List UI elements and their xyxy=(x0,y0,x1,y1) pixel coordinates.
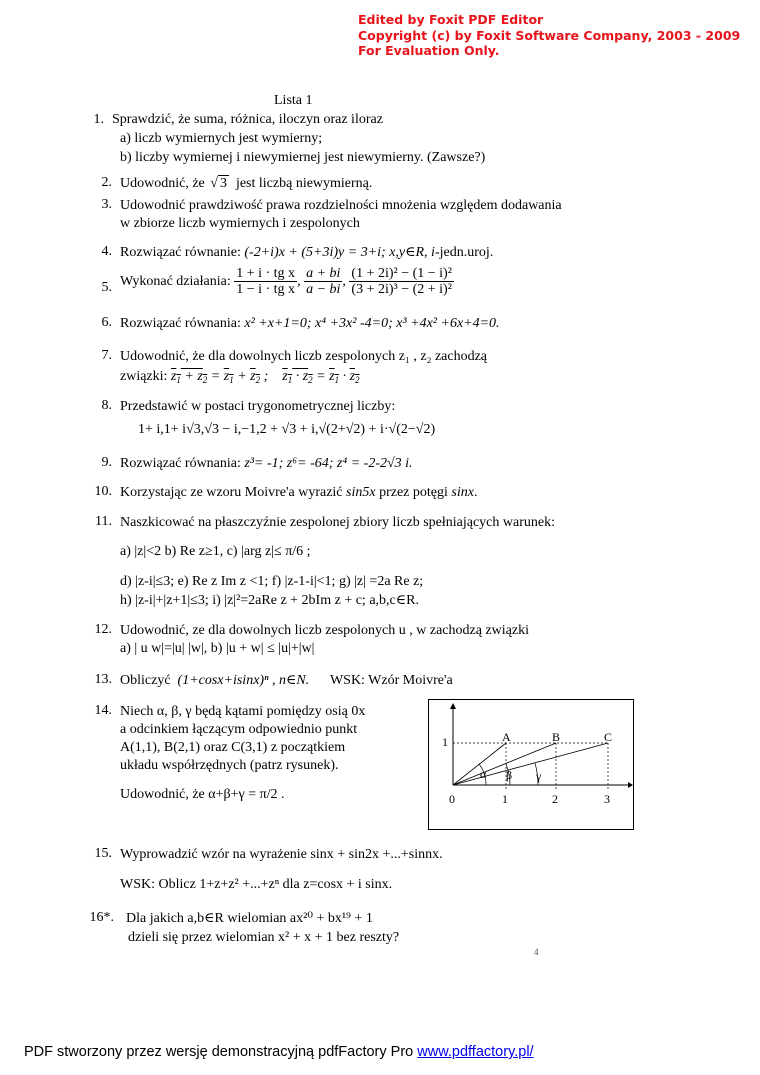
problem-1-number: 1. xyxy=(93,112,104,127)
problem-8-line-2: 1+ i,1+ i√3,√3 − i,−1,2 + √3 + i,√(2+√2) + i·√(2−√2) xyxy=(138,422,436,437)
y-axis-arrow xyxy=(450,703,456,709)
coordinate-figure xyxy=(428,699,634,830)
footer-link[interactable]: www.pdffactory.pl/ xyxy=(417,1044,534,1060)
problem-14-line-4: układu współrzędnych (patrz rysunek). xyxy=(120,758,339,773)
problem-12-line-1: Udowodnić, ze dla dowolnych liczb zespolonych u , w zachodzą związki xyxy=(120,623,529,638)
problem-11-row-2: d) |z-i|≤3; e) Re z Im z <1; f) |z-1-i|<1; g) |z| =2a Re z; xyxy=(120,574,424,589)
problem-13-number: 13. xyxy=(94,672,112,687)
problem-9-text: Rozwiązać równania: z³= -1; z⁶= -64; z⁴ = -2-2√3 i. xyxy=(120,456,413,471)
problem-9-number: 9. xyxy=(101,455,112,470)
problem-11-row-1: a) |z|<2 b) Re z≥1, c) |arg z|≤ π/6 ; xyxy=(120,544,311,559)
problem-3-line-2: w zbiorze liczb wymiernych i zespolonych xyxy=(120,216,360,231)
problem-10-number: 10. xyxy=(94,484,112,499)
problem-11-line-1: Naszkicować na płaszczyźnie zespolonej zbiory liczb spełniających warunek: xyxy=(120,515,555,530)
footer xyxy=(24,1044,534,1060)
problem-7-line-1: Udowodnić, że dla dowolnych liczb zespolonych z₁ , z₂ zachodzą xyxy=(120,349,488,364)
problem-15-line-1: Wyprowadzić wzór na wyrażenie sinx + sin2x +...+sinnx. xyxy=(120,847,443,862)
problem-11-row-3: h) |z-i|+|z+1|≤3; i) |z|²=2aRe z + 2bIm z + c; a,b,c∈R. xyxy=(120,593,419,608)
problem-1b: b) liczby wymiernej i niewymiernej jest niewymierny. (Zawsze?) xyxy=(120,150,486,165)
fraction-2: $\frac{a + bi}{a - bi}$ xyxy=(306,266,341,297)
problem-15-number: 15. xyxy=(94,846,112,861)
figure-frame xyxy=(429,700,634,830)
problem-14-line-1: Niech α, β, γ będą kątami pomiędzy osią 0x xyxy=(120,704,366,719)
problem-2-text: Udowodnić, że √ 3 jest liczbą niewymierną. xyxy=(120,176,373,191)
problem-6-text: Rozwiązać równania: x² +x+1=0; x⁴ +3x² -4=0; x³ +4x² +6x+4=0. xyxy=(120,316,500,331)
problem-1a: a) liczb wymiernych jest wymierny; xyxy=(120,131,323,146)
problem-16-number: 16*. xyxy=(89,910,114,925)
y-tick-label: 1 xyxy=(442,735,448,749)
ray-c xyxy=(453,743,608,785)
problem-4-text: Rozwiązać równanie: (-2+i)x + (5+3i)y = 3+i; x,y∈R, i-jedn.uroj. xyxy=(120,245,494,260)
point-c-label: C xyxy=(604,730,613,744)
x-tick-3: 3 xyxy=(604,792,610,806)
page-mark: 4 xyxy=(534,947,539,957)
footer-text: PDF stworzony przez wersję demonstracyjną pdfFactory Pro xyxy=(24,1044,414,1060)
watermark-line-1: Edited by Foxit PDF Editor xyxy=(358,12,544,27)
point-a-label: A xyxy=(502,730,511,744)
problem-15-line-2: WSK: Oblicz 1+z+z² +...+zⁿ dla z=cosx + i sinx. xyxy=(120,877,393,892)
problem-2-number: 2. xyxy=(101,175,112,190)
problem-3-number: 3. xyxy=(101,197,112,212)
angle-beta-label: β xyxy=(506,768,513,782)
problem-12-number: 12. xyxy=(94,622,112,637)
x-tick-2: 2 xyxy=(552,792,558,806)
problem-10-text: Korzystając ze wzoru Moivre'a wyrazić sin5x przez potęgi sinx. xyxy=(120,485,478,500)
sqrt-symbol: √ 3 xyxy=(210,176,227,191)
problem-16-line-1: Dla jakich a,b∈R wielomian ax²⁰ + bx¹⁹ + 1 xyxy=(126,911,373,926)
angle-gamma-label: γ xyxy=(536,769,542,783)
problem-11-number: 11. xyxy=(95,514,112,529)
problem-1-text: Sprawdzić, że suma, różnica, iloczyn oraz iloraz xyxy=(112,112,383,127)
problem-7-number: 7. xyxy=(101,348,112,363)
watermark xyxy=(358,12,740,59)
problem-14-line-2: a odcinkiem łączącym odpowiednio punkt xyxy=(120,722,358,737)
problem-13-text: Obliczyć (1+cosx+isinx)ⁿ , n∈N. WSK: Wzór Moivre'a xyxy=(120,673,453,688)
conjugate-identities: $z_1 + z_2 = z_1 + z_2$ ; $z_1 \cdot z_2 = z_1 \cdot z_2$ xyxy=(170,369,360,385)
angle-alpha-label: α xyxy=(480,767,487,781)
problem-8-line-1: Przedstawić w postaci trygonometrycznej liczby: xyxy=(120,399,396,414)
x-tick-1: 1 xyxy=(502,792,508,806)
fraction-1: $\frac{\text{1 + i · tg x}}{\text{1 − i · tg x}}$ xyxy=(236,266,296,297)
point-b-label: B xyxy=(552,730,561,744)
problem-14-line-3: A(1,1), B(2,1) oraz C(3,1) z początkiem xyxy=(120,740,346,755)
problem-5-text: Wykonać działania: $\frac{\text{1 + i · tg x}}{\text{1 − i · tg x}}$ , $\frac{a + bi}{a - bi}$ , $\frac{\text{(1 + 2i)² − (1 − i)²}}{\text{(3 + 2i)³ − (2 + i)²}}$ xyxy=(120,266,452,297)
problem-8-number: 8. xyxy=(101,398,112,413)
page-title: Lista 1 xyxy=(274,93,313,108)
problem-14-number: 14. xyxy=(94,703,112,718)
problem-12-line-2: a) | u w|=|u| |w|, b) |u + w| ≤ |u|+|w| xyxy=(120,641,315,656)
problem-16-line-2: dzieli się przez wielomian x² + x + 1 bez reszty? xyxy=(128,930,400,945)
problem-6-number: 6. xyxy=(101,315,112,330)
fraction-3: $\frac{\text{(1 + 2i)² − (1 − i)²}}{\text{(3 + 2i)³ − (2 + i)²}}$ xyxy=(351,266,452,297)
problem-7-line-2: związki: $z_1 + z_2 = z_1 + z_2$ ; $z_1 \cdot z_2 = z_1 \cdot z_2$ xyxy=(120,369,360,385)
watermark-line-2: Copyright (c) by Foxit Software Company, 2003 - 2009 xyxy=(358,27,741,43)
x-axis-arrow xyxy=(628,782,633,788)
x-tick-0: 0 xyxy=(449,792,455,806)
watermark-line-3: For Evaluation Only. xyxy=(358,43,500,58)
problem-3-line-1: Udowodnić prawdziwość prawa rozdzielności mnożenia względem dodawania xyxy=(120,198,562,213)
problem-14-line-5: Udowodnić, że α+β+γ = π/2 . xyxy=(120,787,285,802)
problem-4-number: 4. xyxy=(101,244,112,259)
problem-5-number: 5. xyxy=(101,280,112,295)
